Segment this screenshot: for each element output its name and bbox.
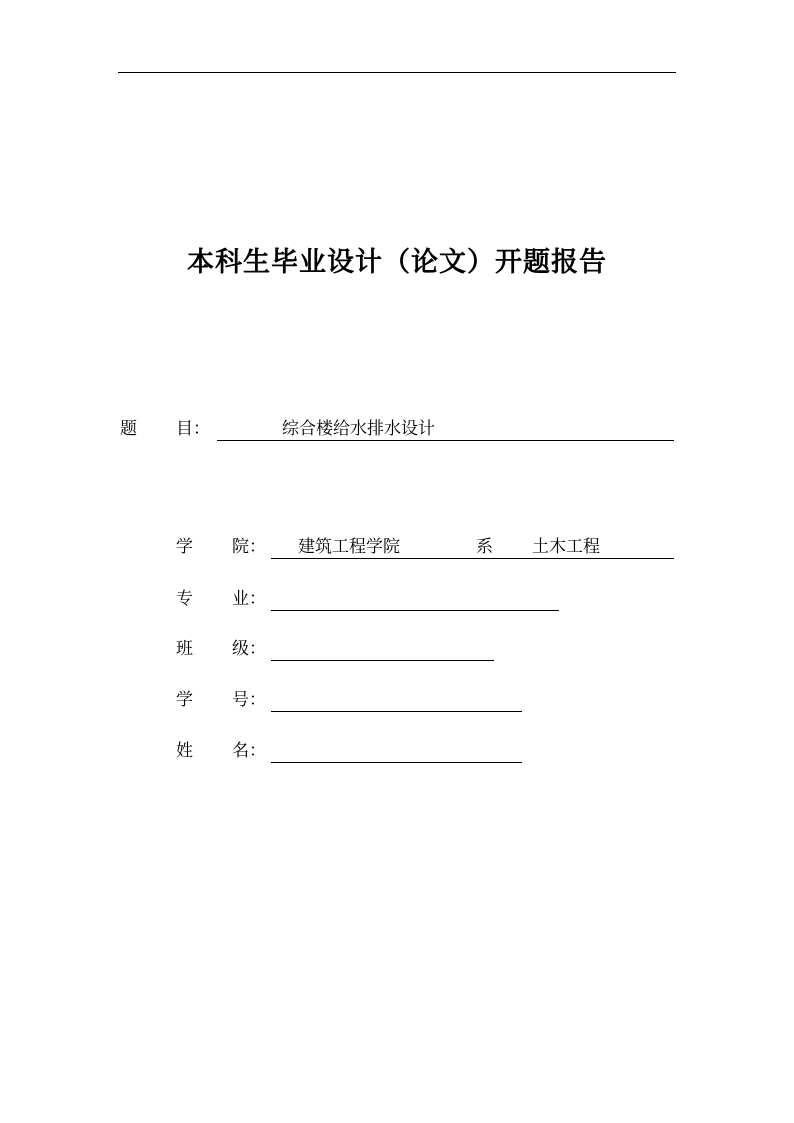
class-label-a: 班 xyxy=(176,639,193,659)
college-field xyxy=(176,536,680,560)
name-label-a: 姓 xyxy=(176,741,193,761)
college-label-a: 学 xyxy=(176,537,193,557)
department-label: 系 xyxy=(476,537,493,557)
student-id-label-a: 学 xyxy=(176,690,193,710)
class-label-b: 级： xyxy=(232,639,266,659)
header-rule xyxy=(118,72,676,73)
major-label-b: 业： xyxy=(232,589,266,609)
student-id-underline[interactable] xyxy=(271,689,522,712)
college-value: 建筑工程学院 xyxy=(298,537,400,557)
student-id-label-b: 号： xyxy=(232,690,266,710)
topic-label-b: 目： xyxy=(176,419,210,439)
department-value: 土木工程 xyxy=(532,537,600,557)
major-label-a: 专 xyxy=(176,589,193,609)
college-label-b: 院： xyxy=(232,537,266,557)
class-underline[interactable] xyxy=(271,638,494,661)
class-field xyxy=(176,638,576,662)
topic-field xyxy=(120,418,680,442)
student-id-field xyxy=(176,689,576,713)
name-field xyxy=(176,740,576,764)
major-underline[interactable] xyxy=(271,588,559,611)
topic-label-a: 题 xyxy=(120,419,137,439)
topic-value: 综合楼给水排水设计 xyxy=(282,419,435,439)
page-title: 本科生毕业设计（论文）开题报告 xyxy=(187,247,607,278)
name-underline[interactable] xyxy=(271,740,522,763)
name-label-b: 名： xyxy=(232,741,266,761)
major-field xyxy=(176,588,576,612)
